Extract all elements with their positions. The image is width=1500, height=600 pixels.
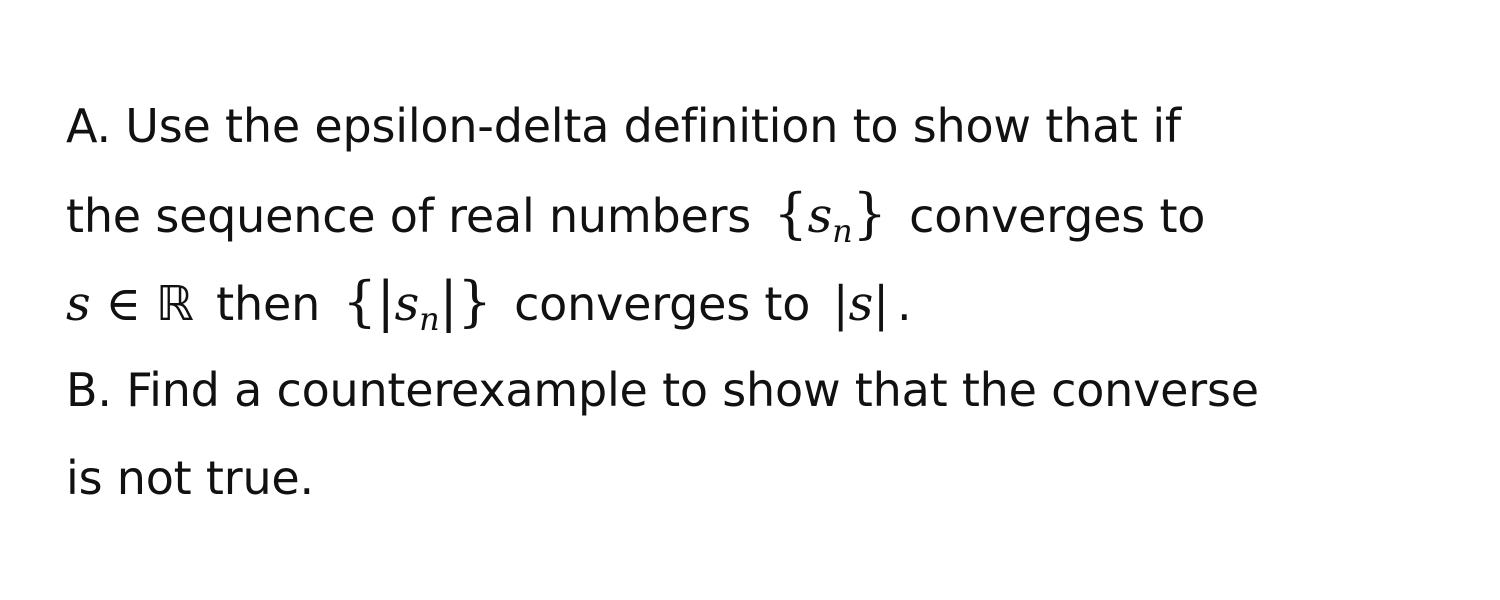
element-of-symbol: ∈ <box>105 276 141 332</box>
part-b-text-2: is not true. <box>66 451 314 505</box>
absolute-sequence-close: |} <box>439 270 492 333</box>
sequence-open-brace: { <box>773 182 808 245</box>
part-a-line-1 <box>66 82 1466 170</box>
part-b-line-2 <box>66 434 1466 522</box>
sequence-variable: s <box>807 188 833 244</box>
sequence-subscript: n <box>832 212 853 250</box>
sequence-expression <box>774 170 887 260</box>
absolute-limit-close: | <box>873 276 890 332</box>
absolute-sequence-open: {| <box>342 270 395 333</box>
part-a-text-3-then: then <box>216 277 321 331</box>
real-numbers-symbol: ℝ <box>155 276 194 332</box>
part-a-text-2-pre: the sequence of real numbers <box>66 189 752 243</box>
absolute-limit-variable: s <box>848 276 874 332</box>
part-a-text-1: A. Use the epsilon-delta definition to show that if <box>66 99 1181 153</box>
absolute-limit-open: | <box>832 276 849 332</box>
part-b-text-1: B. Find a counterexample to show that the converse <box>66 363 1259 417</box>
limit-expression <box>66 260 194 348</box>
part-b-line-1 <box>66 346 1466 434</box>
absolute-sequence-subscript: n <box>419 300 440 338</box>
part-a-final-period: . <box>897 277 912 331</box>
absolute-sequence-expression <box>342 258 491 348</box>
part-a-line-2 <box>66 170 1466 258</box>
limit-variable: s <box>66 276 91 332</box>
absolute-limit-expression <box>833 260 889 348</box>
absolute-sequence-variable: s <box>394 276 420 332</box>
part-a-line-3 <box>66 258 1466 346</box>
sequence-close-brace: } <box>852 182 887 245</box>
part-a-text-3-converges: converges to <box>514 277 811 331</box>
problem-text <box>66 82 1466 522</box>
part-a-text-2-post: converges to <box>909 189 1206 243</box>
